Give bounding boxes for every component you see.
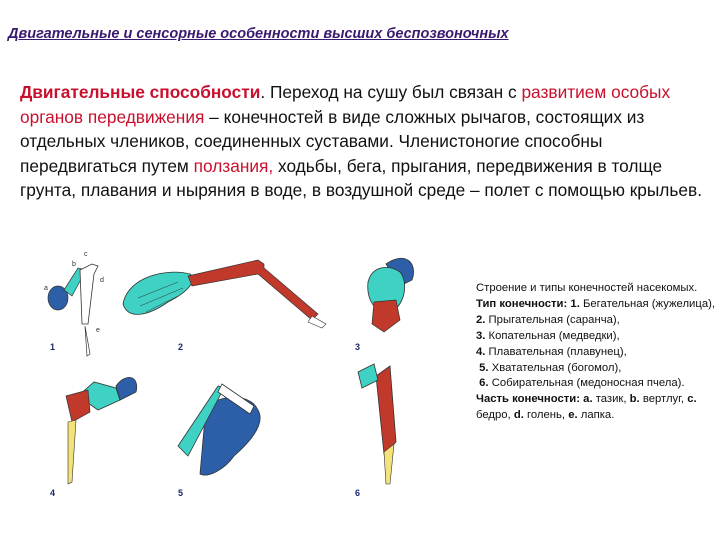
part-letter: е. <box>568 409 578 422</box>
part-label: e <box>96 327 100 334</box>
figure-number: 2 <box>178 342 184 352</box>
type-number: 3. <box>476 329 486 342</box>
type-name: Бегательная (жужелица), <box>579 297 716 310</box>
type-name: Копательная (медведки), <box>485 329 620 342</box>
type-number: 5. <box>479 361 489 374</box>
highlight-crawling: ползания, <box>193 155 274 176</box>
type-number: 1. <box>570 297 580 310</box>
figure-number: 4 <box>50 488 56 498</box>
part-name: голень, <box>523 409 569 422</box>
part-letter: а. <box>583 393 593 406</box>
type-number: 6. <box>479 377 489 390</box>
slide-title: Двигательные и сенсорные особенности высших беспозвоночных <box>8 26 509 42</box>
type-name: Хватательная (богомол), <box>488 361 622 374</box>
part-label: c <box>84 251 88 258</box>
figure-number: 1 <box>50 342 56 352</box>
part-label: d <box>100 277 104 284</box>
part-name: бедро, <box>476 409 514 422</box>
paragraph-text-3: ходьбы, бега, прыгания, передвижения в толще грунта, плавания и ныряния в воде, в воздушной среде – полет с помощью крыльев. <box>20 155 702 200</box>
part-letter: b. <box>629 393 640 406</box>
type-name: Плавательная (плавунец), <box>485 345 627 358</box>
caption-intro: Строение и типы конечностей насекомых. <box>476 282 698 294</box>
lead-term: Двигательные способности <box>20 82 261 102</box>
insect-legs-figure <box>28 246 468 506</box>
part-label: b <box>72 261 76 268</box>
part-name: тазик, <box>592 393 630 406</box>
part-name: вертлуг, <box>639 393 688 406</box>
figure-number: 5 <box>178 488 184 498</box>
main-paragraph <box>20 80 710 203</box>
leg-swimming <box>66 377 137 484</box>
part-letter: с. <box>687 393 697 406</box>
caption-types-label: Тип конечности: <box>476 297 571 310</box>
leg-collecting <box>358 364 396 484</box>
part-name: лапка. <box>577 409 615 422</box>
paragraph-text-2: – конечностей в виде сложных рычагов, состоящих из отдельных члеников, соединенных суставами. Членистоногие способны передвигаться путем <box>20 106 645 176</box>
highlight-organs: развитием особых органов передвижения <box>20 82 671 127</box>
figure-caption <box>476 281 720 424</box>
type-number: 4. <box>476 345 486 358</box>
leg-grasping <box>178 384 260 475</box>
figure-number: 3 <box>355 342 361 352</box>
leg-running <box>48 264 98 356</box>
leg-digging <box>368 258 414 332</box>
type-name: Собирательная (медоносная пчела). <box>488 377 685 390</box>
type-number: 2. <box>476 313 486 326</box>
type-name: Прыгательная (саранча), <box>485 313 620 326</box>
paragraph-text-1: . Переход на сушу был связан с <box>260 82 522 102</box>
leg-jumping <box>123 260 326 328</box>
part-letter: d. <box>513 409 524 422</box>
figure-number: 6 <box>355 488 361 498</box>
part-label: a <box>44 285 48 292</box>
caption-parts-label: Часть конечности: <box>476 393 584 406</box>
